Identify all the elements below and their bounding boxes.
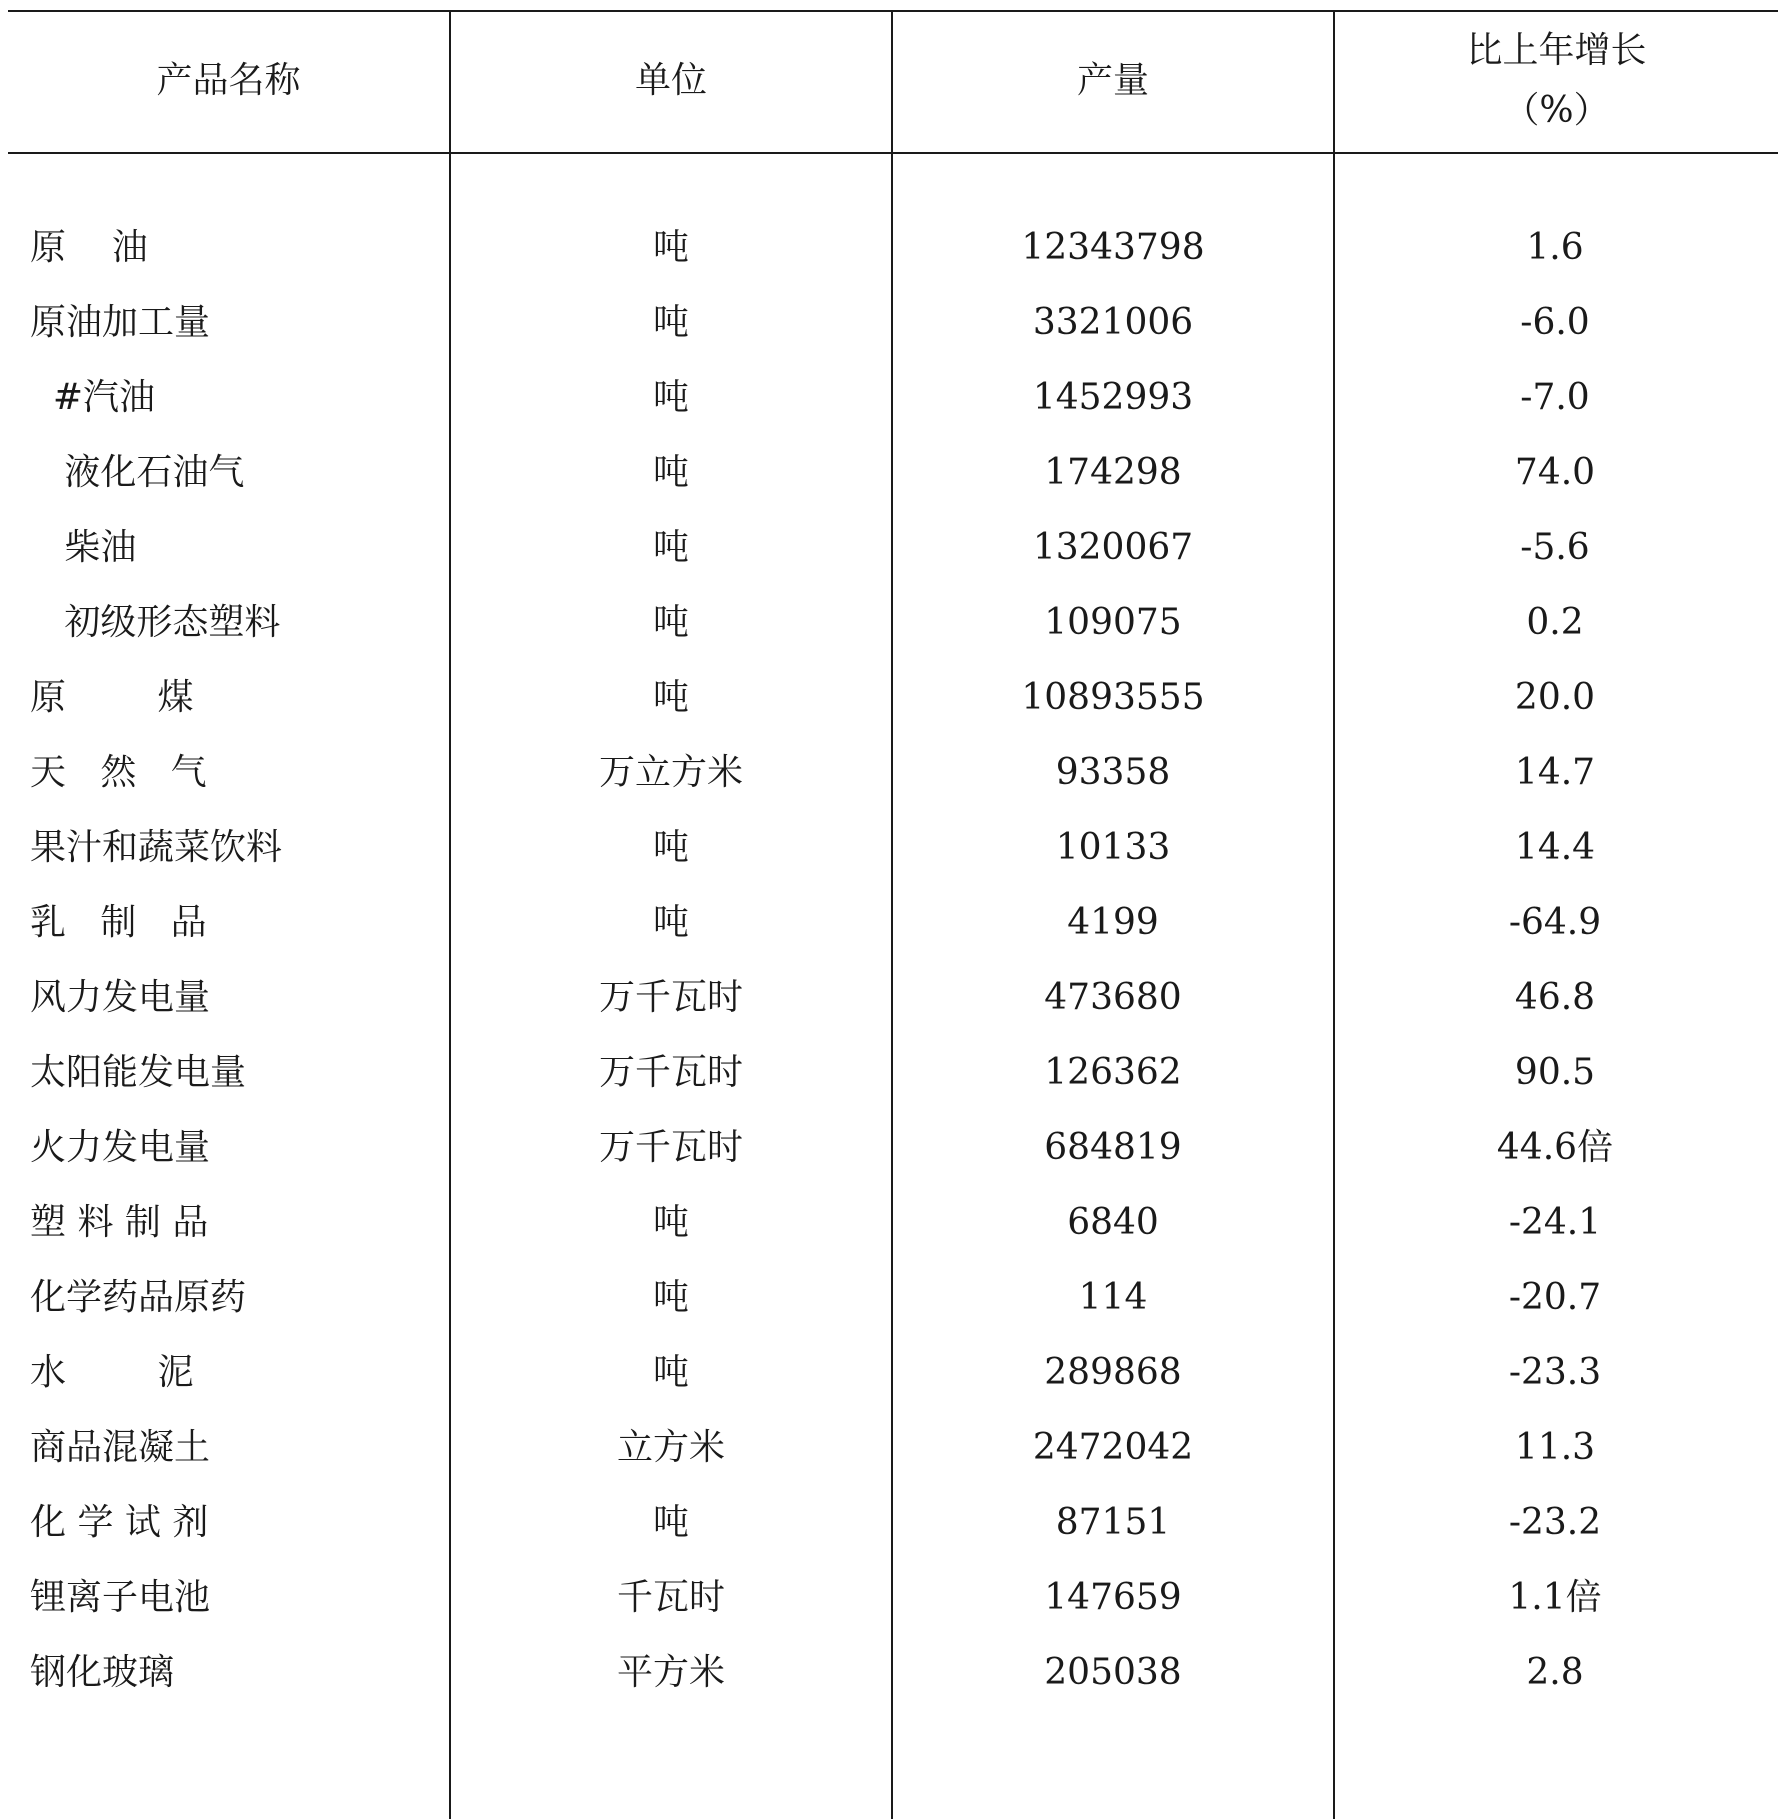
growth-cell: -64.9 <box>1508 902 1602 943</box>
product-name-cell: 太阳能发电量 <box>30 1052 247 1093</box>
product-name-cell: 液化石油气 <box>30 452 245 493</box>
quantity-cell: 10133 <box>1055 827 1171 868</box>
header-product-name-label: 产品名称 <box>156 60 301 101</box>
unit-cell: 平方米 <box>616 1652 725 1693</box>
product-name-cell: 原 煤 <box>30 677 194 718</box>
quantity-cell: 1320067 <box>1032 527 1194 568</box>
header-growth <box>1335 10 1778 152</box>
product-name-cell: 火力发电量 <box>30 1127 211 1168</box>
quantity-cell: 147659 <box>1044 1577 1182 1618</box>
table-row <box>8 1635 1778 1710</box>
growth-cell: 1.1倍 <box>1508 1577 1602 1618</box>
quantity-cell: 289868 <box>1044 1352 1182 1393</box>
product-name-cell: 锂离子电池 <box>30 1577 211 1618</box>
growth-cell: 74.0 <box>1514 452 1596 493</box>
growth-cell: 20.0 <box>1514 677 1596 718</box>
quantity-cell: 87151 <box>1055 1502 1171 1543</box>
quantity-cell: 114 <box>1078 1277 1148 1318</box>
unit-cell: 万千瓦时 <box>598 1052 743 1093</box>
table-row <box>8 1110 1778 1185</box>
growth-cell: 46.8 <box>1514 977 1596 1018</box>
unit-cell: 吨 <box>652 1352 689 1393</box>
growth-cell: -23.2 <box>1508 1502 1602 1543</box>
table-row <box>8 585 1778 660</box>
table-row <box>8 435 1778 510</box>
table-row <box>8 1035 1778 1110</box>
quantity-cell: 473680 <box>1044 977 1182 1018</box>
growth-cell: 1.6 <box>1526 227 1584 268</box>
header-quantity <box>893 10 1333 152</box>
header-unit <box>451 10 891 152</box>
table-row <box>8 1335 1778 1410</box>
growth-cell: -24.1 <box>1508 1202 1602 1243</box>
unit-cell: 吨 <box>652 1202 689 1243</box>
table-row <box>8 735 1778 810</box>
unit-cell: 吨 <box>652 527 689 568</box>
growth-cell: 11.3 <box>1514 1427 1596 1468</box>
quantity-cell: 6840 <box>1067 1202 1159 1243</box>
product-name-cell: 钢化玻璃 <box>30 1652 175 1693</box>
growth-cell: 2.8 <box>1526 1652 1584 1693</box>
quantity-cell: 93358 <box>1055 752 1171 793</box>
product-name-cell: 塑 料 制 品 <box>30 1202 209 1243</box>
table-row <box>8 1260 1778 1335</box>
product-name-cell: 原 油 <box>30 227 148 268</box>
table-row <box>8 1410 1778 1485</box>
product-name-cell: 天 然 气 <box>30 752 207 793</box>
unit-cell: 吨 <box>652 827 689 868</box>
quantity-cell: 174298 <box>1044 452 1182 493</box>
unit-cell: 千瓦时 <box>616 1577 725 1618</box>
table-row <box>8 510 1778 585</box>
unit-cell: 吨 <box>652 602 689 643</box>
table-row <box>8 1485 1778 1560</box>
product-name-cell: 原油加工量 <box>30 302 211 343</box>
quantity-cell: 4199 <box>1067 902 1159 943</box>
unit-cell: 万立方米 <box>598 752 743 793</box>
growth-cell: -20.7 <box>1508 1277 1602 1318</box>
quantity-cell: 3321006 <box>1032 302 1194 343</box>
table-row <box>8 360 1778 435</box>
table-row <box>8 660 1778 735</box>
product-name-cell: 风力发电量 <box>30 977 211 1018</box>
quantity-cell: 1452993 <box>1032 377 1194 418</box>
growth-cell: 44.6倍 <box>1496 1127 1614 1168</box>
quantity-cell: 126362 <box>1044 1052 1182 1093</box>
quantity-cell: 2472042 <box>1032 1427 1194 1468</box>
growth-cell: -23.3 <box>1508 1352 1602 1393</box>
unit-cell: 吨 <box>652 902 689 943</box>
product-name-cell: #汽油 <box>30 377 156 418</box>
unit-cell: 吨 <box>652 1277 689 1318</box>
growth-cell: -6.0 <box>1520 302 1590 343</box>
header-growth-label: 比上年增长 <box>1466 30 1647 71</box>
table-row <box>8 960 1778 1035</box>
table-row <box>8 285 1778 360</box>
header-product-name <box>8 10 449 152</box>
quantity-cell: 12343798 <box>1021 227 1205 268</box>
production-table <box>8 10 1778 1819</box>
growth-cell: 90.5 <box>1514 1052 1596 1093</box>
product-name-cell: 化学药品原药 <box>30 1277 247 1318</box>
quantity-cell: 684819 <box>1044 1127 1182 1168</box>
product-name-cell: 果汁和蔬菜饮料 <box>30 827 283 868</box>
product-name-cell: 柴油 <box>30 527 137 568</box>
header-unit-label: 单位 <box>634 60 707 101</box>
table-row <box>8 885 1778 960</box>
growth-cell: -5.6 <box>1520 527 1590 568</box>
product-name-cell: 商品混凝土 <box>30 1427 211 1468</box>
growth-cell: 14.7 <box>1514 752 1596 793</box>
quantity-cell: 10893555 <box>1021 677 1205 718</box>
product-name-cell: 化 学 试 剂 <box>30 1502 209 1543</box>
table-row <box>8 810 1778 885</box>
growth-cell: 0.2 <box>1526 602 1584 643</box>
header-growth-unit: （%） <box>1503 90 1610 131</box>
unit-cell: 吨 <box>652 677 689 718</box>
product-name-cell: 水 泥 <box>30 1352 194 1393</box>
unit-cell: 吨 <box>652 1502 689 1543</box>
unit-cell: 万千瓦时 <box>598 1127 743 1168</box>
unit-cell: 吨 <box>652 452 689 493</box>
table-row <box>8 1185 1778 1260</box>
header-quantity-label: 产量 <box>1076 60 1149 101</box>
unit-cell: 吨 <box>652 377 689 418</box>
header-bottom-border <box>8 152 1778 154</box>
product-name-cell: 乳 制 品 <box>30 902 207 943</box>
table-row <box>8 210 1778 285</box>
quantity-cell: 205038 <box>1044 1652 1182 1693</box>
growth-cell: -7.0 <box>1520 377 1590 418</box>
unit-cell: 万千瓦时 <box>598 977 743 1018</box>
unit-cell: 吨 <box>652 227 689 268</box>
growth-cell: 14.4 <box>1514 827 1596 868</box>
unit-cell: 吨 <box>652 302 689 343</box>
table-row <box>8 1560 1778 1635</box>
unit-cell: 立方米 <box>616 1427 725 1468</box>
quantity-cell: 109075 <box>1044 602 1182 643</box>
product-name-cell: 初级形态塑料 <box>30 602 281 643</box>
